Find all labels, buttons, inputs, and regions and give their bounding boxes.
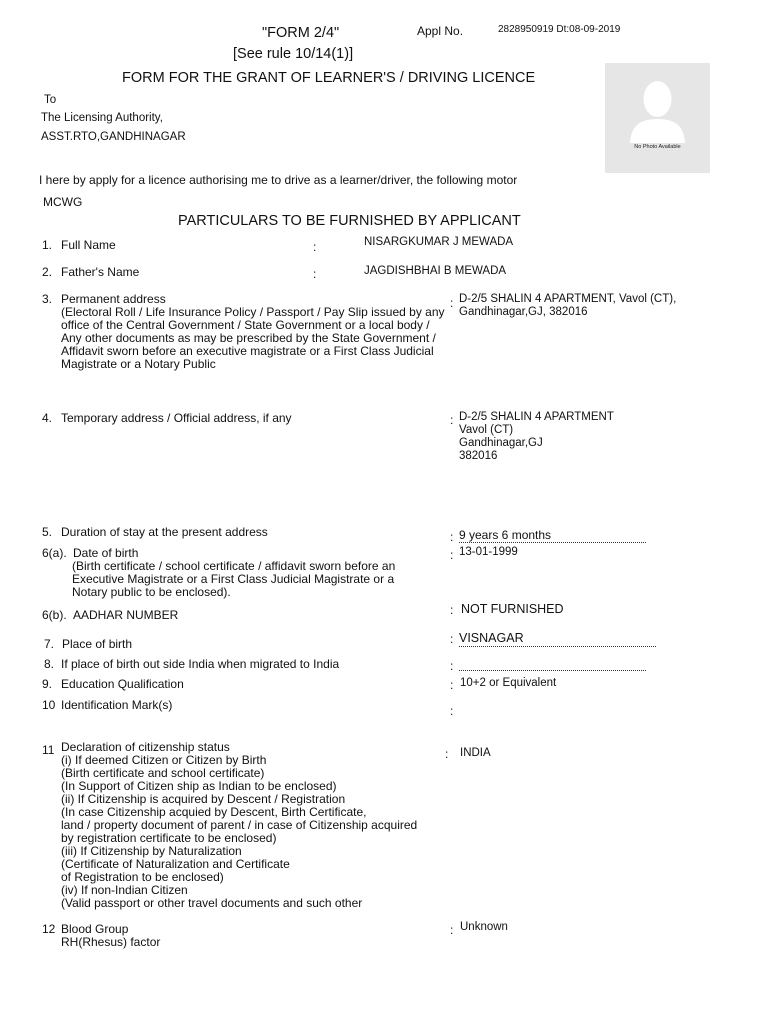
permanent-address-value: D-2/5 SHALIN 4 APARTMENT, Vavol (CT), Gandhinagar,GJ, 382016 bbox=[459, 293, 677, 318]
field-6b-colon: : bbox=[450, 603, 454, 617]
field-2-colon: : bbox=[313, 267, 317, 281]
field-11-label: Declaration of citizenship status bbox=[61, 740, 230, 754]
field-5-label: Duration of stay at the present address bbox=[61, 525, 268, 539]
field-3-colon: : bbox=[450, 296, 454, 310]
field-4-label: Temporary address / Official address, if any bbox=[61, 411, 292, 425]
field-4-number: 4. bbox=[42, 411, 53, 425]
rto-office: ASST.RTO,GANDHINAGAR bbox=[41, 131, 186, 143]
appl-no-label: Appl No. bbox=[417, 24, 464, 38]
field-2-label: Father's Name bbox=[61, 265, 140, 279]
field-3-number: 3. bbox=[42, 292, 53, 306]
person-silhouette-icon bbox=[605, 63, 710, 173]
migration-value bbox=[459, 660, 646, 671]
field-10-label: Identification Mark(s) bbox=[61, 698, 173, 712]
date-of-birth-value: 13-01-1999 bbox=[459, 546, 518, 558]
aadhar-value: NOT FURNISHED bbox=[461, 602, 564, 616]
duration-value bbox=[459, 528, 646, 543]
field-11-number: 11 bbox=[42, 743, 55, 757]
field-3-note: (Electoral Roll / Life Insurance Policy / Passport / Pay Slip issued by any office of the Central Government / State Government or a local body / Any other documents as may be prescribed by the State Government / Affidavit sworn before an executive magistrate or a First Class Judicial Magistrate or a Notary Public bbox=[61, 305, 445, 371]
field-6b-number: 6(b). bbox=[42, 608, 67, 622]
duration-text: 9 years 6 months bbox=[459, 528, 552, 542]
field-12-label: Blood Group bbox=[61, 922, 129, 936]
father-name-value: JAGDISHBHAI B MEWADA bbox=[364, 265, 507, 277]
field-1-colon: : bbox=[313, 240, 317, 254]
field-5-colon: : bbox=[450, 530, 454, 544]
field-12-number: 12 bbox=[42, 922, 56, 936]
to-label: To bbox=[44, 94, 57, 106]
place-of-birth-text: VISNAGAR bbox=[459, 631, 524, 645]
field-11-colon: : bbox=[445, 747, 449, 761]
field-9-number: 9. bbox=[42, 677, 53, 691]
field-8-colon: : bbox=[450, 659, 454, 673]
field-10-number: 10 bbox=[42, 698, 56, 712]
intro-text: I here by apply for a licence authorising me to drive as a learner/driver, the following motor bbox=[39, 173, 518, 187]
field-6a-label: Date of birth bbox=[73, 546, 139, 560]
field-7-label: Place of birth bbox=[62, 637, 133, 651]
field-3-label: Permanent address bbox=[61, 292, 166, 306]
section-title: PARTICULARS TO BE FURNISHED BY APPLICANT bbox=[178, 213, 521, 229]
field-7-colon: : bbox=[450, 632, 454, 646]
field-9-label: Education Qualification bbox=[61, 677, 184, 691]
field-12-colon: : bbox=[450, 923, 454, 937]
form-number: "FORM 2/4" bbox=[262, 25, 340, 41]
field-8-number: 8. bbox=[44, 657, 55, 671]
rule-reference: [See rule 10/14(1)] bbox=[233, 46, 354, 62]
field-1-number: 1. bbox=[42, 238, 53, 252]
place-of-birth-value bbox=[459, 631, 656, 647]
field-2-number: 2. bbox=[42, 265, 53, 279]
vehicle-class: MCWG bbox=[43, 195, 83, 209]
field-4-colon: : bbox=[450, 413, 454, 427]
citizenship-value: INDIA bbox=[460, 747, 491, 759]
photo-placeholder bbox=[605, 63, 710, 173]
field-10-colon: : bbox=[450, 704, 454, 718]
field-5-number: 5. bbox=[42, 525, 53, 539]
field-12-sublabel: RH(Rhesus) factor bbox=[61, 935, 161, 949]
temporary-address-value: D-2/5 SHALIN 4 APARTMENT Vavol (CT) Gandhinagar,GJ 382016 bbox=[459, 411, 614, 462]
appl-no-value: 2828950919 Dt:08-09-2019 bbox=[498, 24, 621, 35]
field-6a-note: (Birth certificate / school certificate / affidavit sworn before an Executive Magistrate or a First Class Judicial Magistrate or a Notary public to be enclosed). bbox=[72, 559, 396, 599]
blood-group-value: Unknown bbox=[460, 921, 508, 933]
field-6b-label: AADHAR NUMBER bbox=[73, 608, 179, 622]
full-name-value: NISARGKUMAR J MEWADA bbox=[364, 236, 514, 248]
field-7-number: 7. bbox=[44, 637, 55, 651]
field-9-colon: : bbox=[450, 678, 454, 692]
field-6a-number: 6(a). bbox=[42, 546, 67, 560]
field-11-text: (i) If deemed Citizen or Citizen by Birth (Birth certificate and school certificate) (In Support of Citizen ship as Indian to be enclosed) (ii) If Citizenship is acquired by Descent / Registration (In case Citizenship acquied by Descent, Birth Certificate, land / property document of parent / in case of Citizenship acquired by registration certificate to be enclosed) (iii) If Citizenship by Naturalization (Certificate of Naturalization and Certificate of Registration to be enclosed) (iv) If non-Indian Citizen (Valid passport or other travel documents and such other bbox=[61, 753, 418, 910]
field-1-label: Full Name bbox=[61, 238, 116, 252]
field-8-label: If place of birth out side India when migrated to India bbox=[61, 657, 340, 671]
form-title: FORM FOR THE GRANT OF LEARNER'S / DRIVING LICENCE bbox=[122, 70, 536, 86]
education-value: 10+2 or Equivalent bbox=[460, 677, 557, 689]
no-photo-caption: No Photo Available bbox=[634, 144, 681, 150]
licensing-authority: The Licensing Authority, bbox=[41, 112, 163, 124]
field-6a-colon: : bbox=[450, 548, 454, 562]
